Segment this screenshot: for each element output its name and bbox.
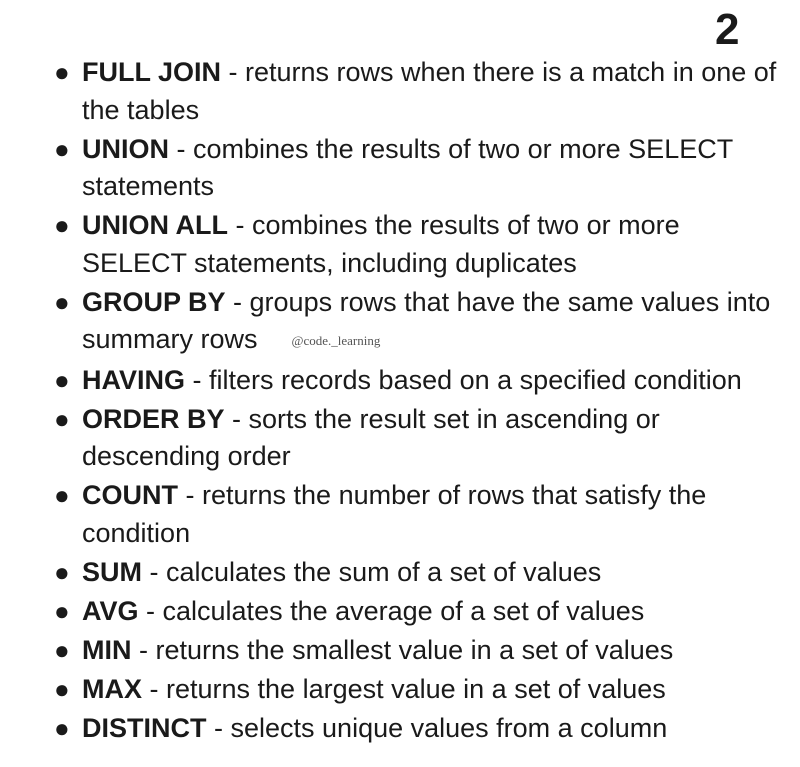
bullet-icon: ● xyxy=(54,480,70,511)
page-number: 2 xyxy=(715,5,740,54)
keyword-term: DISTINCT xyxy=(82,713,207,744)
keyword-description: returns the largest value in a set of values xyxy=(166,674,666,705)
list-item-sum xyxy=(0,554,800,592)
keyword-term: UNION ALL xyxy=(82,210,228,241)
keyword-term: SUM xyxy=(82,556,142,587)
bullet-icon: ● xyxy=(54,364,70,395)
separator: - xyxy=(227,210,252,241)
separator: - xyxy=(185,364,210,395)
bullet-icon: ● xyxy=(54,713,70,744)
keyword-term: ORDER BY xyxy=(82,403,225,434)
bullet-icon: ● xyxy=(54,210,70,241)
keyword-term: MIN xyxy=(82,634,132,665)
sql-keyword-list xyxy=(0,54,800,749)
keyword-term: AVG xyxy=(82,595,139,626)
separator: - xyxy=(142,556,166,587)
separator: - xyxy=(169,133,193,164)
bullet-icon: ● xyxy=(54,133,70,164)
keyword-term: COUNT xyxy=(82,480,178,511)
separator: - xyxy=(206,713,231,744)
separator: - xyxy=(225,286,250,317)
separator: - xyxy=(138,595,163,626)
list-item-count xyxy=(0,477,800,552)
bullet-icon: ● xyxy=(54,634,70,665)
keyword-term: FULL JOIN xyxy=(82,57,222,87)
keyword-term: UNION xyxy=(82,133,169,164)
separator: - xyxy=(131,634,156,665)
keyword-description: sorts the result set in ascending or descending order xyxy=(82,403,660,472)
keyword-description: selects unique values from a column xyxy=(230,713,668,744)
list-item-max xyxy=(0,671,800,709)
list-item-union-all xyxy=(0,207,800,282)
keyword-description: returns rows when there is a match in one of the tables xyxy=(82,57,777,125)
list-item-group-by xyxy=(0,284,800,360)
keyword-term: MAX xyxy=(82,674,142,705)
list-item-union xyxy=(0,131,800,206)
separator: - xyxy=(178,480,202,511)
keyword-description: filters records based on a specified condition xyxy=(209,364,742,395)
bullet-icon: ● xyxy=(54,57,70,87)
keyword-description: returns the number of rows that satisfy the condition xyxy=(82,480,707,548)
list-item-order-by xyxy=(0,401,800,476)
keyword-description: groups rows that have the same values into summary rows xyxy=(82,286,771,355)
bullet-icon: ● xyxy=(54,403,70,434)
bullet-icon: ● xyxy=(54,286,70,317)
keyword-description: returns the smallest value in a set of values xyxy=(155,634,674,665)
list-item-distinct xyxy=(0,710,800,748)
keyword-description: calculates the sum of a set of values xyxy=(166,556,602,587)
bullet-icon: ● xyxy=(54,595,70,626)
keyword-description: combines the results of two or more SELECT statements, including duplicates xyxy=(82,210,680,278)
separator: - xyxy=(142,674,166,705)
separator: - xyxy=(221,57,246,87)
watermark: @code._learning xyxy=(291,333,381,349)
list-item-full-join xyxy=(0,54,800,129)
bullet-icon: ● xyxy=(54,556,70,587)
keyword-description: calculates the average of a set of values xyxy=(162,595,645,626)
keyword-description: combines the results of two or more SELECT statements xyxy=(82,133,733,202)
list-item-avg xyxy=(0,593,800,631)
keyword-term: HAVING xyxy=(82,364,186,395)
keyword-term: GROUP BY xyxy=(82,286,226,317)
list-item-having xyxy=(0,362,800,400)
bullet-icon: ● xyxy=(54,674,70,705)
list-item-min xyxy=(0,632,800,670)
separator: - xyxy=(224,403,249,434)
